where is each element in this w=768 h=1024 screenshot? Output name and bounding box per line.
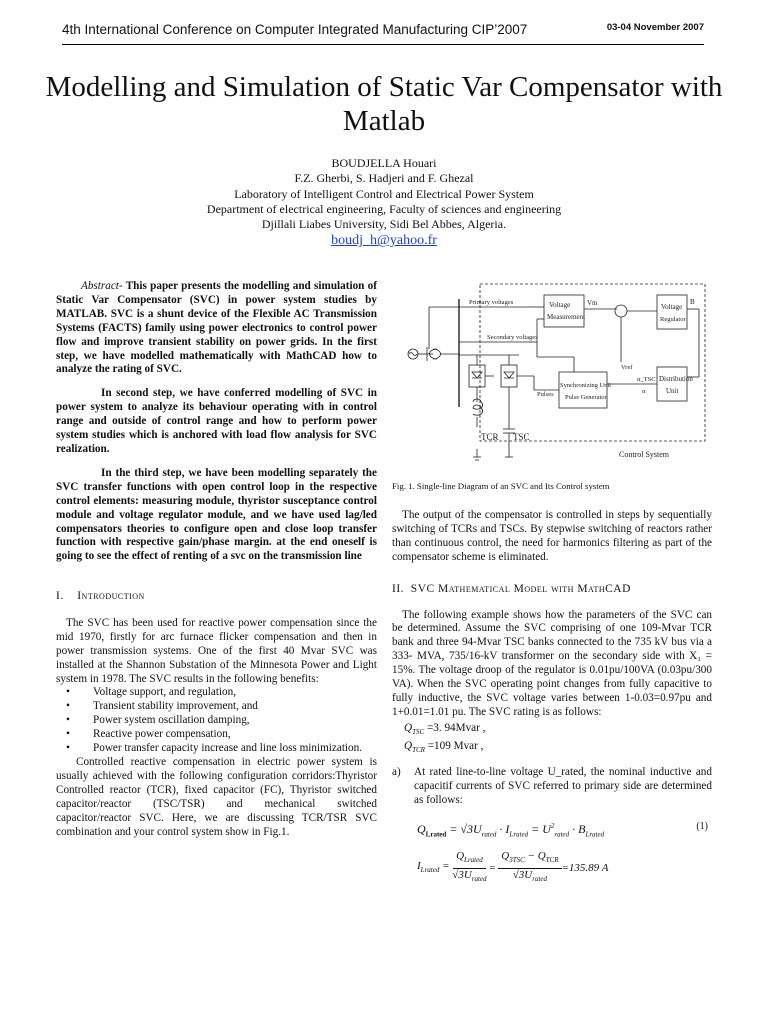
benefit-item: • Power transfer capacity increase and line loss minimization. xyxy=(78,742,377,756)
svg-text:Regulator: Regulator xyxy=(660,316,686,323)
tcr-thyristor-icon xyxy=(469,365,485,387)
conference-name: 4th International Conference on Computer Integrated Manufacturing CIP’2007 xyxy=(62,22,528,37)
label-primary-voltages: Primary voltages xyxy=(469,299,514,306)
right-column xyxy=(392,509,712,887)
benefit-item: • Power system oscillation damping, xyxy=(78,714,377,728)
figure-caption: Fig. 1. Single-line Diagram of an SVC and Its Control system xyxy=(392,481,610,491)
right-paragraph-2: The following example shows how the parameters of the SVC can be determined. Assume the SVC comprising of one 109-Mvar TCR bank and three 94-Mvar TSC banks connected to the 735 kV bus via a 333- MVA, 735/16-kV transformer on the secondary side with X₁ = 15%. The voltage droop of the regulator is 0.01pu/100VA (0.03pu/300 VA). When the SVC operating point changes from fully capacitive to fully inductive, the SVC voltage varies between 1-0.03=0.97pu and 1+0.01=1.01 pu. The SVC rating is as follows: xyxy=(392,608,712,718)
introduction-section xyxy=(56,590,377,839)
label-control-system: Control System xyxy=(619,450,670,459)
svg-text:Pulse Generator: Pulse Generator xyxy=(565,394,607,401)
svg-text:Synchronizing Unit: Synchronizing Unit xyxy=(560,382,612,389)
abstract-label: Abstract- xyxy=(81,280,123,292)
voltage-measurement-block xyxy=(544,295,584,327)
voltage-regulator-block xyxy=(657,295,687,329)
label-tsc: TSC xyxy=(513,432,530,442)
email-link[interactable]: boudj_h@yahoo.fr xyxy=(331,233,437,249)
benefit-item: • Voltage support, and regulation, xyxy=(78,686,377,700)
item-a: a) At rated line-to-line voltage U_rated, the nominal inductive and capacitif currents of SVC referred to primary side are determined as follows: xyxy=(392,766,712,806)
equation-2: $I_{Lrated}$ = $Q_{Lrated}$ $√3U_{rated}$ = $Q_{3TSC} - Q_{TCR}$ $√3U_{rated}$ =135.89 A xyxy=(417,850,609,884)
svg-text:Unit: Unit xyxy=(666,387,679,395)
running-header xyxy=(62,22,704,45)
section-heading-intro: I. Introduction xyxy=(56,590,145,602)
right-paragraph-1: The output of the compensator is controlled in steps by sequentially switching of TCRs and TSCs. By stepwise switching of reactors rather than continuous control, the need for harmonics filtering as part of the compensator scheme is eliminated. xyxy=(392,509,712,563)
label-vref: Vref xyxy=(621,364,633,371)
equation-1: $Q_{Lrated} = √3U_{rated} \cdot I_{Lrated} = U^2_{rated} \cdot B_{Lrated}$ (1) xyxy=(417,820,708,839)
benefit-item: • Reactive power compensation, xyxy=(78,728,377,742)
benefits-list xyxy=(56,686,377,756)
university: Djillali Liabes University, Sidi Bel Abbes, Algeria. xyxy=(261,217,507,232)
intro-paragraph-1: The SVC has been used for reactive power compensation since the mid 1970, firstly for arc furnace flicker compensation and then in power transmission systems. One of the first 40 Mvar SVC was installed at the Shannon Substation of the Minnesota Power and Light system in 1978. The SVC results in the following benefits: xyxy=(56,616,377,685)
synchronizing-unit-block xyxy=(559,372,607,408)
svc-rating-values: $Q_{TSC} =3$. 94Mvar , $Q_{TCR} =109$ Mvar , xyxy=(404,721,486,755)
svg-text:Measurement: Measurement xyxy=(547,313,586,321)
abstract-p2: In second step, we have conferred modelling of SVC in power system to analyze its behaviour operating with in control range and outside of control range and how to perform power system studies which is anchored with load flow analysis for SVC realization. xyxy=(56,387,377,455)
conference-date: 03-04 November 2007 xyxy=(606,22,704,33)
main-author: BOUDJELLA Houari xyxy=(331,156,437,170)
benefit-item: • Transient stability improvement, and xyxy=(78,700,377,714)
label-secondary-voltages: Secondary voltages xyxy=(487,334,538,341)
svc-diagram-figure xyxy=(399,277,712,477)
label-b: B xyxy=(690,298,695,306)
paper-title: Modelling and Simulation of Static Var Compensator with Matlab xyxy=(45,71,723,137)
distribution-unit-block xyxy=(657,367,687,401)
author-block xyxy=(120,156,648,249)
label-vm: Vm xyxy=(587,299,598,307)
intro-paragraph-2: Controlled reactive compensation in electric power system is usually achieved with the following configuration corridors:Thyristor Controlled reactor (TCR), fixed capacitor (FC), Thyristor switched capacitor/reactor (TSC/TSR) and mechanical switched capacitor/reactor SVC. Here, we are discussing TCR/TSR SVC combination and your control system show in Fig.1. xyxy=(56,755,377,838)
dept-affiliation: Department of electrical engineering, Faculty of sciences and engineering xyxy=(206,201,562,216)
svg-text:Voltage: Voltage xyxy=(661,303,683,311)
lab-affiliation: Laboratory of Intelligent Control and Electrical Power System xyxy=(234,186,534,201)
svg-text:α: α xyxy=(642,388,646,395)
abstract-p1: This paper presents the modelling and simulation of Static Var Compensator (SVC) in power system studies by MATLAB. SVC is a shunt device of the Flexible AC Transmission Systems (FACTS) family using power electronics to control power flow and improve transient stability on power grids. In the first step, we have modelled mathematically with MathCAD how to analyze the rating of SVC. xyxy=(56,280,377,376)
abstract-p3: In the third step, we have been modelling separately the SVC transfer functions with open control loop in the respective control elements: measuring module, thyristor susceptance control module and voltage regulator module, and we have used lag/led compensators theories to configure open and close loop transfer function with respective gain/phase margin. at the end oneself is going to see the effect of renting of a svc on the transmission line xyxy=(56,466,377,563)
label-tcr: TCR xyxy=(481,432,499,442)
svg-text:Distribution: Distribution xyxy=(659,375,693,383)
tsc-thyristor-icon xyxy=(501,365,517,387)
label-pulses: Pulses xyxy=(537,391,554,398)
svg-text:α_TSC: α_TSC xyxy=(637,376,656,383)
coauthors: F.Z. Gherbi, S. Hadjeri and F. Ghezal xyxy=(294,171,474,186)
abstract xyxy=(56,280,377,574)
summing-junction xyxy=(615,305,627,317)
section-heading-2: II. SVC Mathematical Model with MathCAD xyxy=(392,582,631,595)
svg-text:Voltage: Voltage xyxy=(549,301,571,309)
